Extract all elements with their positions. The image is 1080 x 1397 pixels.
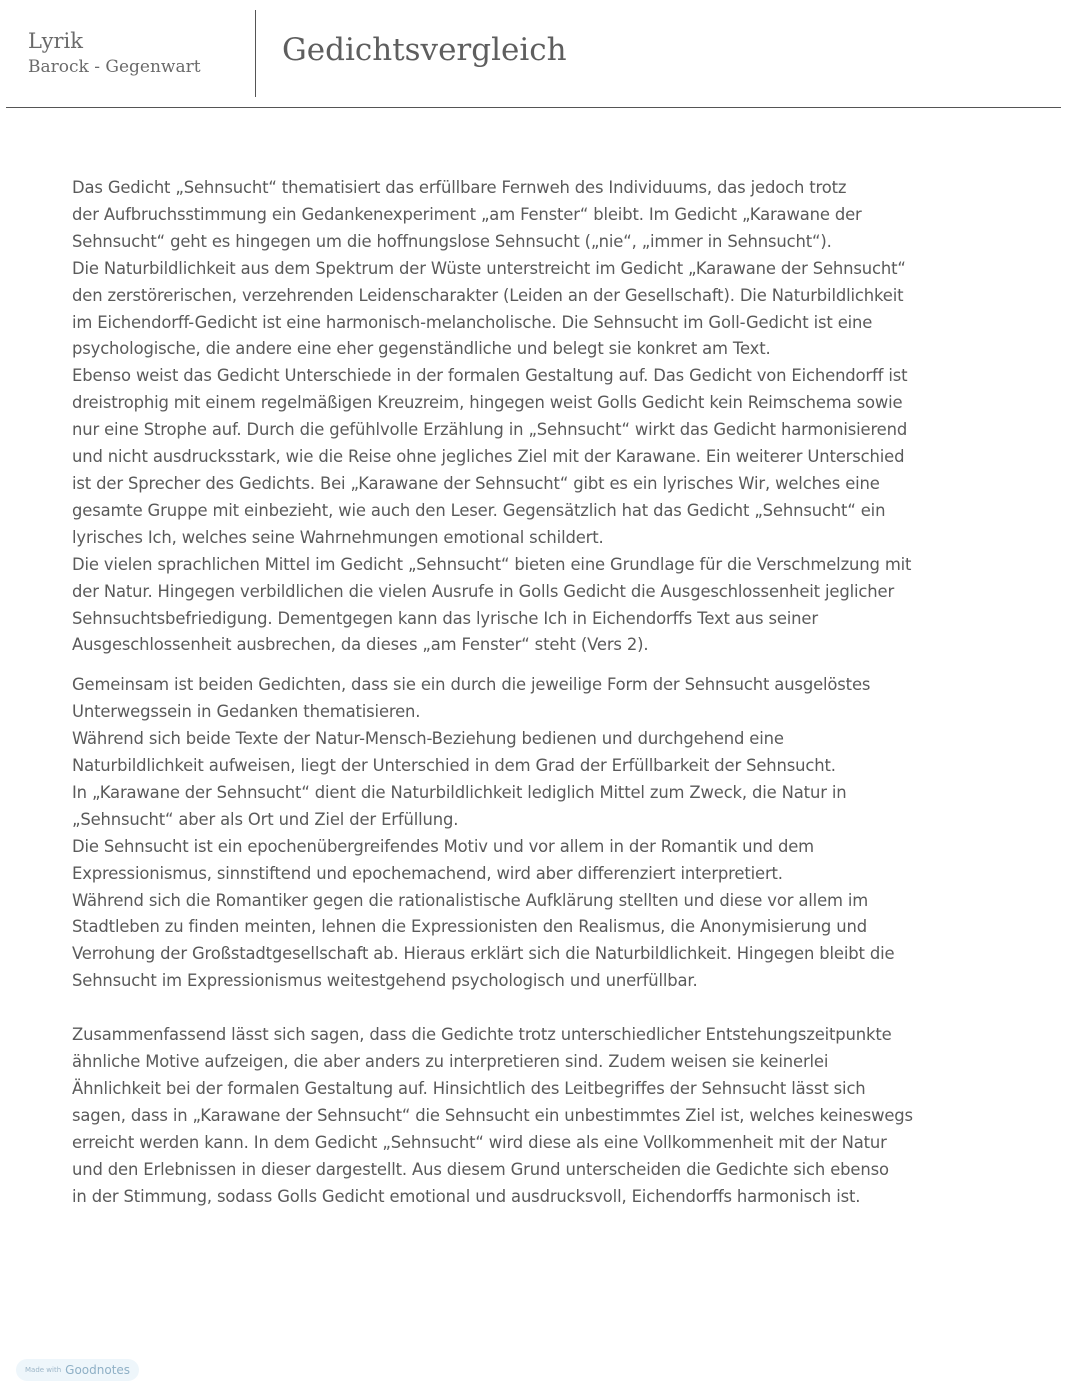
text-line: Die Naturbildlichkeit aus dem Spektrum der Wüste unterstreicht im Gedicht „Karawane der Sehnsucht“ — [72, 258, 906, 278]
made-with-goodnotes-badge[interactable] — [16, 1359, 139, 1381]
text-line: nur eine Strophe auf. Durch die gefühlvolle Erzählung in „Sehnsucht“ wirkt das Gedicht harmonisierend — [72, 420, 908, 440]
text-line: Ebenso weist das Gedicht Unterschiede in der formalen Gestaltung auf. Das Gedicht von Eichendorff ist — [72, 366, 908, 386]
text-line: Sehnsuchtsbefriedigung. Dementgegen kann das lyrische Ich in Eichendorffs Text aus seiner — [72, 608, 818, 628]
text-line: erreicht werden kann. In dem Gedicht „Sehnsucht“ wird diese als eine Vollkommenheit mit der Natur — [72, 1132, 887, 1152]
text-line: Ähnlichkeit bei der formalen Gestaltung auf. Hinsichtlich des Leitbegriffes der Sehnsucht lässt sich — [72, 1079, 866, 1098]
text-line: lyrisches Ich, welches seine Wahrnehmungen emotional schildert. — [72, 527, 604, 547]
header-subject: Lyrik — [28, 29, 83, 53]
paragraph — [72, 1022, 992, 1210]
text-line: gesamte Gruppe mit einbezieht, wie auch den Leser. Gegensätzlich hat das Gedicht „Sehnsucht“ ein — [72, 500, 886, 520]
text-line: Zusammenfassend lässt sich sagen, dass die Gedichte trotz unterschiedlicher Entstehungszeitpunkte — [72, 1025, 892, 1045]
paragraph — [72, 672, 992, 995]
text-line: In „Karawane der Sehnsucht“ dient die Naturbildlichkeit lediglich Mittel zum Zweck, die Natur in — [72, 782, 847, 802]
text-line: Während sich die Romantiker gegen die rationalistische Aufklärung stellten und diese vor allem im — [72, 890, 869, 910]
text-line: ähnliche Motive aufzeigen, die aber anders zu interpretieren sind. Zudem weisen sie keinerlei — [72, 1052, 829, 1072]
badge-prefix: Made with — [25, 1366, 62, 1374]
essay-body — [72, 175, 992, 1211]
text-line: sagen, dass in „Karawane der Sehnsucht“ die Sehnsucht ein unbestimmtes Ziel ist, welches keineswegs — [72, 1105, 913, 1125]
header-epoch: Barock - Gegenwart — [28, 57, 201, 77]
header-horizontal-divider — [6, 107, 1061, 108]
text-line: Das Gedicht „Sehnsucht“ thematisiert das erfüllbare Fernweh des Individuums, das jedoch trotz — [72, 178, 847, 197]
text-line: der Aufbruchsstimmung ein Gedankenexperiment „am Fenster“ bleibt. Im Gedicht „Karawane der — [72, 204, 862, 224]
text-line: im Eichendorff-Gedicht ist eine harmonisch-melancholische. Die Sehnsucht im Goll-Gedicht ist eine — [72, 312, 873, 332]
text-line: Naturbildlichkeit aufweisen, liegt der Unterschied in dem Grad der Erfüllbarkeit der Sehnsucht. — [72, 756, 836, 776]
text-line: Ausgeschlossenheit ausbrechen, da dieses „am Fenster“ steht (Vers 2). — [72, 635, 649, 655]
paragraph — [72, 175, 992, 659]
text-line: psychologische, die andere eine eher gegenständliche und belegt sie konkret am Text. — [72, 339, 771, 359]
text-line: Die vielen sprachlichen Mittel im Gedicht „Sehnsucht“ bieten eine Grundlage für die Verschmelzung mit — [72, 554, 912, 574]
text-line: ist der Sprecher des Gedichts. Bei „Karawane der Sehnsucht“ gibt es ein lyrisches Wir, welches eine — [72, 473, 880, 493]
text-line: in der Stimmung, sodass Golls Gedicht emotional und ausdrucksvoll, Eichendorffs harmonisch ist. — [72, 1186, 861, 1206]
page-title: Gedichtsvergleich — [282, 32, 567, 68]
header-vertical-divider — [255, 10, 256, 97]
text-line: Sehnsucht“ geht es hingegen um die hoffnungslose Sehnsucht („nie“, „immer in Sehnsucht“). — [72, 231, 832, 251]
text-line: „Sehnsucht“ aber als Ort und Ziel der Erfüllung. — [72, 809, 459, 829]
text-line: Die Sehnsucht ist ein epochenübergreifendes Motiv und vor allem in der Romantik und dem — [72, 836, 814, 856]
text-line: Sehnsucht im Expressionismus weitestgehend psychologisch und unerfüllbar. — [72, 971, 698, 991]
text-line: den zerstörerischen, verzehrenden Leidenscharakter (Leiden an der Gesellschaft). Die Naturbildlichkeit — [72, 285, 904, 305]
text-line: und nicht ausdrucksstark, wie die Reise ohne jegliches Ziel mit der Karawane. Ein weiterer Unterschied — [72, 447, 905, 467]
text-line: und den Erlebnissen in dieser dargestellt. Aus diesem Grund unterscheiden die Gedichte sich ebenso — [72, 1159, 889, 1179]
text-line: Stadtleben zu finden meinten, lehnen die Expressionisten den Realismus, die Anonymisierung und — [72, 917, 867, 937]
text-line: Expressionismus, sinnstiftend und epochemachend, wird aber differenziert interpretiert. — [72, 863, 783, 883]
text-line: der Natur. Hingegen verbildlichen die vielen Ausrufe in Golls Gedicht die Ausgeschlossenheit jeglicher — [72, 581, 895, 601]
text-line: Verrohung der Großstadtgesellschaft ab. Hieraus erklärt sich die Naturbildlichkeit. Hingegen bleibt die — [72, 944, 895, 964]
text-line: dreistrophig mit einem regelmäßigen Kreuzreim, hingegen weist Golls Gedicht kein Reimschema sowie — [72, 393, 903, 413]
text-line: Während sich beide Texte der Natur-Mensch-Beziehung bedienen und durchgehend eine — [72, 729, 784, 749]
header-subject-block — [28, 28, 201, 80]
text-line: Unterwegssein in Gedanken thematisieren. — [72, 702, 421, 722]
text-line: Gemeinsam ist beiden Gedichten, dass sie ein durch die jeweilige Form der Sehnsucht ausgelöstes — [72, 675, 871, 695]
badge-brand: Goodnotes — [65, 1363, 131, 1377]
